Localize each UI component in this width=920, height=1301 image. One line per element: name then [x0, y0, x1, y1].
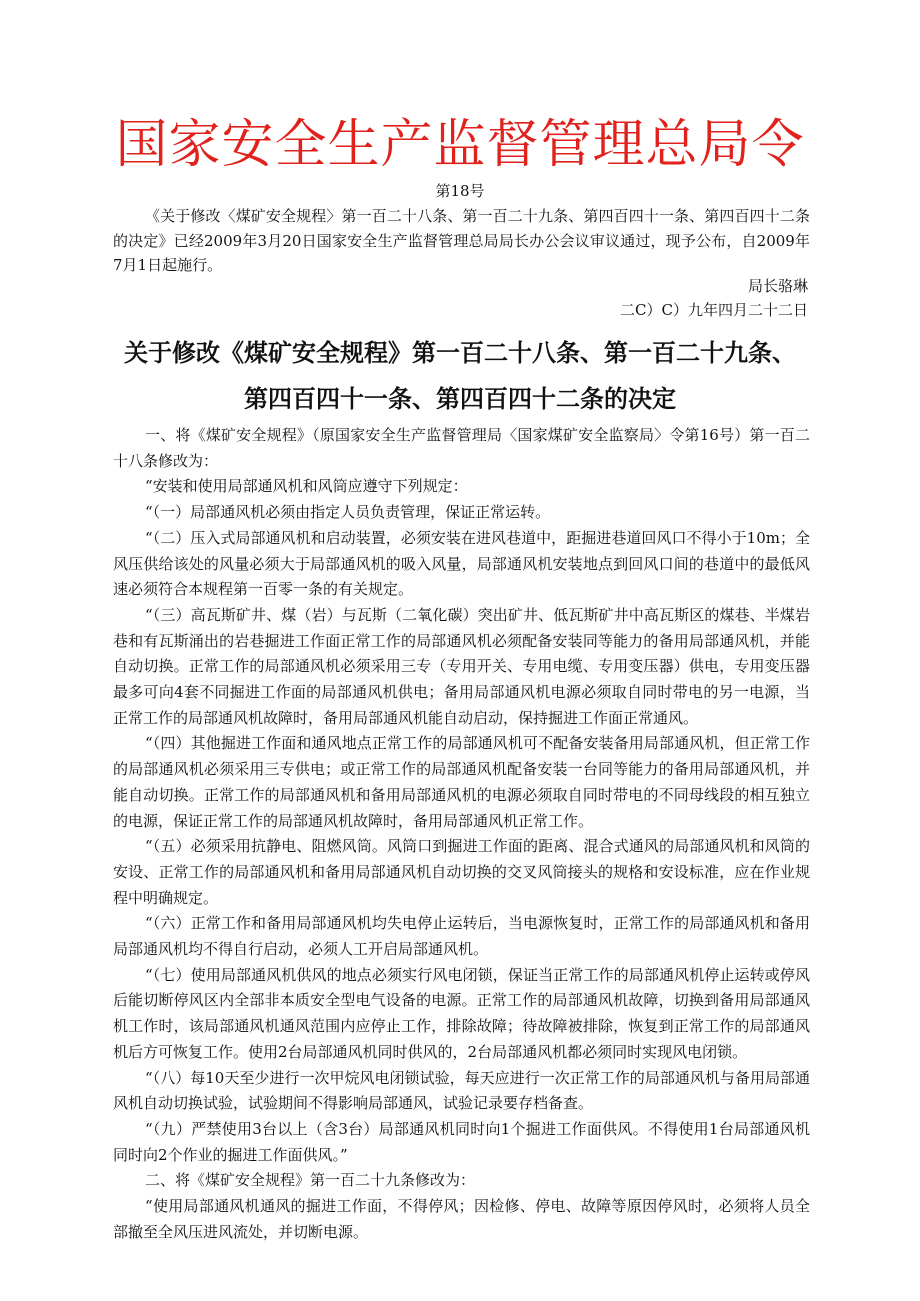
- decision-title-line-2: 第四百四十一条、第四百四十二条的决定: [244, 385, 676, 413]
- paragraph-clause-5: “（五）必须采用抗静电、阻燃风筒。风筒口到掘进工作面的距离、混合式通风的局部通风机和风筒的安设、正常工作的局部通风机和备用局部通风机自动切换的交叉风筒接头的规格和安设标准，应在作业规程中明确规定。: [113, 837, 810, 907]
- paragraph-general-rule: “安装和使用局部通风机和风筒应遵守下列规定：: [145, 477, 468, 496]
- decision-title-line-1: 关于修改《煤矿安全规程》第一百二十八条、第一百二十九条、: [124, 339, 796, 367]
- decree-intro-text: 《关于修改〈煤矿安全规程〉第一百二十八条、第一百二十九条、第四百四十一条、第四百四十二条的决定》已经2009年3月20日国家安全生产监督管理总局局长办公会议审议通过，现予公布，自2009年7月1日起施行。: [113, 207, 810, 274]
- issue-date: 二C）C）九年四月二十二日: [620, 301, 808, 319]
- decision-body: [113, 423, 810, 1246]
- paragraph-clause-9: “（九）严禁使用3台以上（含3台）局部通风机同时向1个掘进工作面供风。不得使用1台局部通风机同时向2个作业的掘进工作面供风。”: [113, 1119, 810, 1164]
- paragraph-clause-2: “（二）压入式局部通风机和启动装置，必须安装在进风巷道中，距掘进巷道回风口不得小于10m；全风压供给该处的风量必须大于局部通风机的吸入风量，局部通风机安装地点到回风口间的巷道中的最低风速必须符合本规程第一百零一条的有关规定。: [113, 528, 810, 599]
- paragraph-clause-8: “（八）每10天至少进行一次甲烷风电闭锁试验，每天应进行一次正常工作的局部通风机与备用局部通风机自动切换试验，试验期间不得影响局部通风，试验记录要存档备查。: [113, 1068, 810, 1113]
- paragraph-article-128-intro: 一、将《煤矿安全规程》（原国家安全生产监督管理局〈国家煤矿安全监察局〉令第16号）第一百二十八条修改为：: [113, 426, 810, 470]
- paragraph-clause-6: “（六）正常工作和备用局部通风机均失电停止运转后，当电源恢复时，正常工作的局部通风机和备用局部通风机均不得自行启动，必须人工开启局部通风机。: [113, 914, 810, 959]
- signer-name: 局长骆琳: [747, 277, 808, 295]
- decree-banner-title: 国家安全生产监督管理总局令: [115, 115, 805, 175]
- paragraph-article-129-text: “使用局部通风机通风的掘进工作面，不得停风；因检修、停电、故障等原因停风时，必须将人员全部撤至全风压进风流处，并切断电源。: [113, 1197, 810, 1241]
- order-number: 第18号: [435, 182, 485, 200]
- paragraph-article-129-intro: 二、将《煤矿安全规程》第一百二十九条修改为：: [145, 1171, 476, 1190]
- paragraph-clause-7: “（七）使用局部通风机供风的地点必须实行风电闭锁，保证当正常工作的局部通风机停止运转或停风后能切断停风区内全部非本质安全型电气设备的电源。正常工作的局部通风机故障，切换到备用局部通风机工作时，该局部通风机通风范围内应停止工作，排除故障；待故障被排除，恢复到正常工作的局部通风机后方可恢复工作。使用2台局部通风机同时供风的，2台局部通风机都必须同时实现风电闭锁。: [113, 965, 810, 1061]
- paragraph-clause-3: “（三）高瓦斯矿井、煤（岩）与瓦斯（二氧化碳）突出矿井、低瓦斯矿井中高瓦斯区的煤巷、半煤岩巷和有瓦斯涌出的岩巷掘进工作面正常工作的局部通风机必须配备安装同等能力的备用局部通风机，并能自动切换。正常工作的局部通风机必须采用三专（专用开关、专用电缆、专用变压器）供电，专用变压器最多可向4套不同掘进工作面的局部通风机供电；备用局部通风机电源必须取自同时带电的另一电源，当正常工作的局部通风机故障时，备用局部通风机能自动启动，保持掘进工作面正常通风。: [113, 605, 810, 727]
- paragraph-clause-4: “（四）其他掘进工作面和通风地点正常工作的局部通风机可不配备安装备用局部通风机，但正常工作的局部通风机必须采用三专供电；或正常工作的局部通风机配备安装一台同等能力的备用局部通风机，并能自动切换。正常工作的局部通风机和备用局部通风机的电源必须取自同时带电的不同母线段的相互独立的电源，保证正常工作的局部通风机故障时，备用局部通风机正常工作。: [113, 734, 810, 830]
- paragraph-clause-1: “（一）局部通风机必须由指定人员负责管理，保证正常运转。: [145, 503, 551, 522]
